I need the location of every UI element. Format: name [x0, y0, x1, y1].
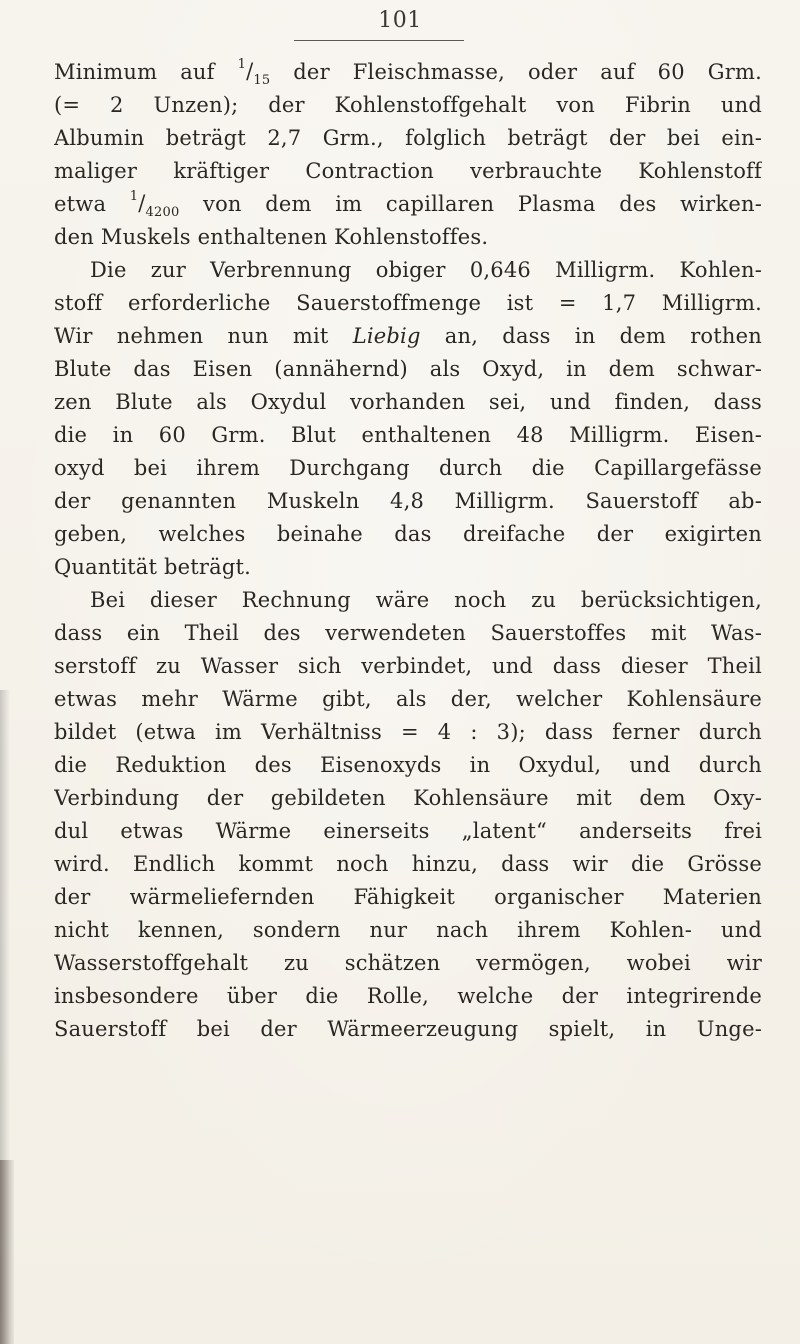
text-line-7: Die zur Verbrennung obiger 0,646 Milligrm. Kohlen- [90, 258, 762, 282]
text-line-9: Wir nehmen nun mit Liebig an, dass in dem rothen [54, 324, 762, 348]
page-number: 101 [378, 8, 422, 33]
text-line-26: der wärmeliefernden Fähigkeit organischer Materien [54, 885, 762, 909]
text-line-12: die in 60 Grm. Blut enthaltenen 48 Milligrm. Eisen- [54, 423, 762, 447]
text-line-16: Quantität beträgt. [54, 555, 252, 579]
header-rule [294, 40, 464, 41]
name-liebig: Liebig [352, 324, 421, 348]
text-line-18: dass ein Theil des verwendeten Sauerstoffes mit Was- [54, 621, 762, 645]
binding-shadow [0, 1160, 14, 1344]
body-text [54, 56, 762, 1046]
text-line-3: Albumin beträgt 2,7 Grm., folglich beträgt der bei ein- [54, 126, 762, 150]
text-line-22: die Reduktion des Eisenoxyds in Oxydul, und durch [54, 753, 762, 777]
text-line-8: stoff erforderliche Sauerstoffmenge ist = 1,7 Milligrm. [54, 291, 762, 315]
text-line-13: oxyd bei ihrem Durchgang durch die Capillargefässe [54, 456, 762, 480]
text-line-10: Blute das Eisen (annähernd) als Oxyd, in dem schwar- [54, 357, 762, 381]
text-line-28: Wasserstoffgehalt zu schätzen vermögen, wobei wir [54, 951, 762, 975]
text-line-25: wird. Endlich kommt noch hinzu, dass wir die Grösse [54, 852, 762, 876]
text-line-6: den Muskels enthaltenen Kohlenstoffes. [54, 225, 489, 249]
text-line-21: bildet (etwa im Verhältniss = 4 : 3); dass ferner durch [54, 720, 762, 744]
fraction-one-fifteenth: $^1/_{15}$ [237, 57, 271, 88]
text-line-14: der genannten Muskeln 4,8 Milligrm. Sauerstoff ab- [54, 489, 762, 513]
text-line-29: insbesondere über die Rolle, welche der integrirende [54, 984, 762, 1008]
text-line-1: Minimum auf $^1/_{15}$ der Fleischmasse, oder auf 60 Grm. [54, 57, 762, 88]
text-line-11: zen Blute als Oxydul vorhanden sei, und finden, dass [54, 390, 762, 414]
text-line-5: etwa $^1/_{4200}$ von dem im capillaren Plasma des wirken- [54, 189, 762, 220]
text-line-2: (= 2 Unzen); der Kohlenstoffgehalt von Fibrin und [54, 93, 762, 117]
text-line-30: Sauerstoff bei der Wärmeerzeugung spielt, in Unge- [54, 1017, 762, 1041]
text-line-15: geben, welches beinahe das dreifache der exigirten [54, 522, 762, 546]
text-line-4: maliger kräftiger Contraction verbrauchte Kohlenstoff [54, 159, 762, 183]
text-line-20: etwas mehr Wärme gibt, als der, welcher Kohlensäure [54, 687, 762, 711]
text-line-24: dul etwas Wärme einerseits „latent“ anderseits frei [54, 819, 762, 843]
fraction-one-4200th: $^1/_{4200}$ [129, 189, 180, 220]
text-line-27: nicht kennen, sondern nur nach ihrem Kohlen- und [54, 918, 762, 942]
text-line-23: Verbindung der gebildeten Kohlensäure mit dem Oxy- [54, 786, 762, 810]
text-line-17: Bei dieser Rechnung wäre noch zu berücksichtigen, [90, 588, 762, 612]
text-line-19: serstoff zu Wasser sich verbindet, und dass dieser Theil [54, 654, 762, 678]
